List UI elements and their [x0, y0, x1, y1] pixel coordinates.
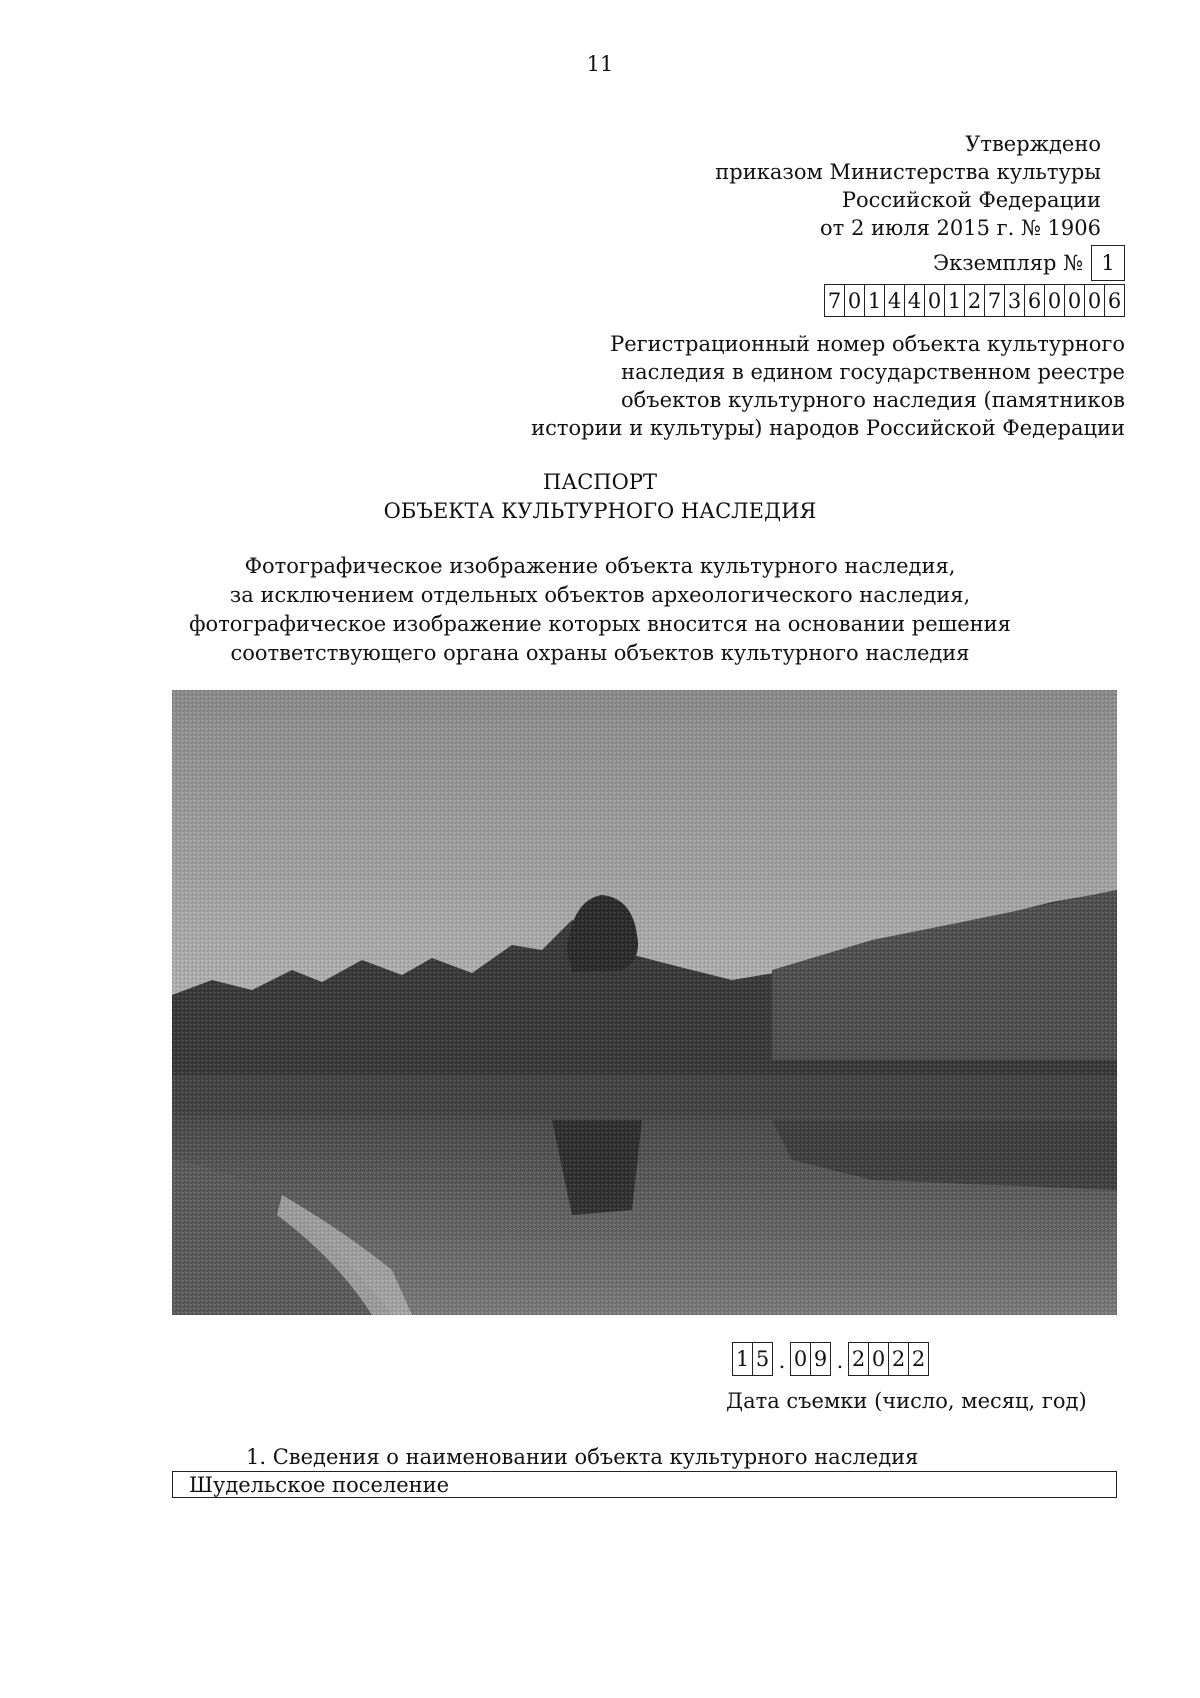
- registration-caption-line: истории и культуры) народов Российской Федерации: [531, 416, 1125, 440]
- registration-digit: 6: [1104, 284, 1125, 317]
- document-title: [0, 468, 1200, 526]
- title-line: ОБЪЕКТА КУЛЬТУРНОГО НАСЛЕДИЯ: [383, 499, 817, 523]
- registration-caption-line: объектов культурного наследия (памятников: [621, 388, 1125, 412]
- registration-digit: 0: [844, 284, 865, 317]
- photo-caption-line: соответствующего органа охраны объектов культурного наследия: [230, 641, 970, 665]
- date-year-digit: 2: [848, 1342, 869, 1376]
- registration-digit: 6: [1024, 284, 1045, 317]
- approval-line: Утверждено: [965, 132, 1101, 156]
- landscape-photo: [172, 690, 1117, 1315]
- registration-digit: 4: [904, 284, 925, 317]
- registration-digit: 7: [984, 284, 1005, 317]
- photo-caption-line: Фотографическое изображение объекта культурного наследия,: [244, 554, 956, 578]
- photo-caption: [0, 552, 1200, 668]
- date-year-digit: 2: [888, 1342, 909, 1376]
- registration-digit: 0: [924, 284, 945, 317]
- approval-block: [715, 130, 1101, 242]
- registration-digit: 0: [1064, 284, 1085, 317]
- date-day-digit: 5: [752, 1342, 773, 1376]
- shooting-date-caption: Дата съемки (число, месяц, год): [726, 1389, 1087, 1413]
- section-1-heading: 1. Сведения о наименовании объекта культурного наследия: [246, 1445, 919, 1469]
- date-separator: .: [778, 1349, 786, 1373]
- copy-label: Экземпляр №: [933, 251, 1083, 275]
- date-month-digit: 9: [810, 1342, 831, 1376]
- registration-digit: 1: [944, 284, 965, 317]
- photo-caption-line: за исключением отдельных объектов археологического наследия,: [229, 583, 971, 607]
- shooting-date: [733, 1342, 929, 1376]
- date-year-digit: 2: [908, 1342, 929, 1376]
- approval-line: от 2 июля 2015 г. № 1906: [820, 216, 1101, 240]
- photo-caption-line: фотографическое изображение которых вносится на основании решения: [189, 612, 1011, 636]
- registration-caption-line: наследия в едином государственном реестре: [621, 360, 1125, 384]
- registration-number: [825, 284, 1125, 317]
- copy-number-row: [933, 245, 1125, 281]
- registration-digit: 0: [1044, 284, 1065, 317]
- object-name-field: Шудельское поселение: [172, 1471, 1117, 1498]
- date-day-digit: 1: [732, 1342, 753, 1376]
- registration-digit: 3: [1004, 284, 1025, 317]
- page-number: 11: [586, 52, 614, 76]
- registration-digit: 0: [1084, 284, 1105, 317]
- date-separator: .: [836, 1349, 844, 1373]
- copy-number-box: 1: [1091, 245, 1125, 281]
- registration-digit: 1: [864, 284, 885, 317]
- registration-caption: [531, 330, 1125, 442]
- title-line: ПАСПОРТ: [543, 470, 657, 494]
- registration-digit: 2: [964, 284, 985, 317]
- approval-line: Российской Федерации: [841, 188, 1101, 212]
- date-month-digit: 0: [790, 1342, 811, 1376]
- date-year-digit: 0: [868, 1342, 889, 1376]
- registration-digit: 4: [884, 284, 905, 317]
- approval-line: приказом Министерства культуры: [715, 160, 1101, 184]
- registration-digit: 7: [824, 284, 845, 317]
- registration-caption-line: Регистрационный номер объекта культурного: [610, 332, 1125, 356]
